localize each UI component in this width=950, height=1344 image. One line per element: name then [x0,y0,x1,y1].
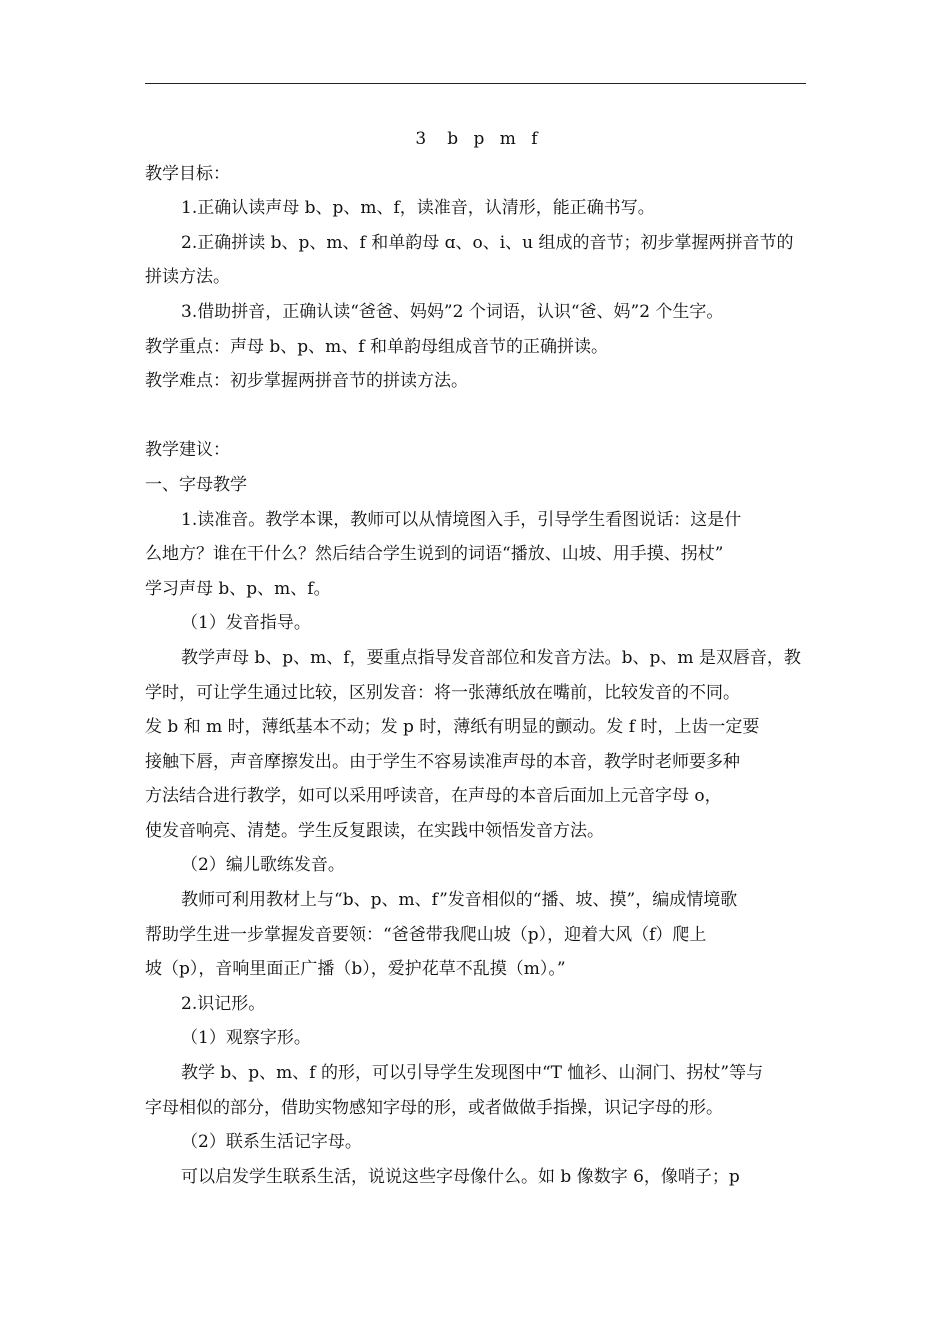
paragraph-line: 接触下唇，声音摩擦发出。由于学生不容易读准声母的本音，教学时老师要多种 [145,751,740,772]
objective-item: 2.正确拼读 b、p、m、f 和单韵母 ɑ、o、i、u 组成的音节；初步掌握两拼音节的 [181,232,794,253]
step-heading: 2.识记形。 [181,993,266,1014]
paragraph-line: 帮助学生进一步掌握发音要领：“爸爸带我爬山坡（p），迎着大风（f）爬上 [145,924,707,945]
paragraph-line: 教学声母 b、p、m、f，要重点指导发音部位和发音方法。b、p、m 是双唇音，教 [181,647,801,668]
objective-item: 1.正确认读声母 b、p、m、f，读准音，认清形，能正确书写。 [181,198,655,219]
paragraph-line: 可以启发学生联系生活，说说这些字母像什么。如 b 像数字 6，像哨子；p [181,1166,740,1187]
key-point: 教学重点：声母 b、p、m、f 和单韵母组成音节的正确拼读。 [145,336,608,357]
paragraph-line: 发 b 和 m 时，薄纸基本不动；发 p 时，薄纸有明显的颤动。发 f 时，上齿一定要 [145,717,760,738]
section-heading: 教学建议： [145,440,230,461]
paragraph-line: 1.读准音。教学本课，教师可以从情境图入手，引导学生看图说话：这是什 [181,509,742,530]
step-heading: （1）发音指导。 [181,613,311,634]
blank-line [145,399,810,434]
paragraph-line: 坡（p），音响里面正广播（b），爱护花草不乱摸（m）。” [145,959,566,980]
paragraph-line: 教师可利用教材上与“b、p、m、f”发音相似的“播、坡、摸”，编成情境歌 [181,890,738,911]
difficult-point: 教学难点：初步掌握两拼音节的拼读方法。 [145,371,468,392]
paragraph-line: 么地方？谁在干什么？然后结合学生说到的词语“播放、山坡、用手摸、拐杖” [145,544,724,565]
paragraph-line: 教学 b、p、m、f 的形，可以引导学生发现图中“T 恤衫、山洞门、拐杖”等与 [181,1063,764,1084]
section-heading: 教学目标： [145,163,230,184]
paragraph-line: 学时，可让学生通过比较，区别发音：将一张薄纸放在嘴前，比较发音的不同。 [145,682,740,703]
step-heading: （2）联系生活记字母。 [181,1132,362,1153]
header-rule [145,83,806,84]
subsection-heading: 一、字母教学 [145,474,247,495]
paragraph-line: 方法结合进行教学，如可以采用呼读音，在声母的本音后面加上元音字母 o， [145,786,722,807]
lesson-title: 3 b p m f [415,129,540,149]
objective-item: 3.借助拼音，正确认读“爸爸、妈妈”2 个词语，认识“爸、妈”2 个生字。 [181,301,724,322]
document-body [145,122,810,1194]
paragraph-line: 字母相似的部分，借助实物感知字母的形，或者做做手指操，识记字母的形。 [145,1097,723,1118]
objective-item-continuation: 拼读方法。 [145,267,230,288]
step-heading: （2）编儿歌练发音。 [181,855,345,876]
step-heading: （1）观察字形。 [181,1028,311,1049]
paragraph-line: 学习声母 b、p、m、f。 [145,578,331,599]
paragraph-line: 使发音响亮、清楚。学生反复跟读，在实践中领悟发音方法。 [145,820,604,841]
